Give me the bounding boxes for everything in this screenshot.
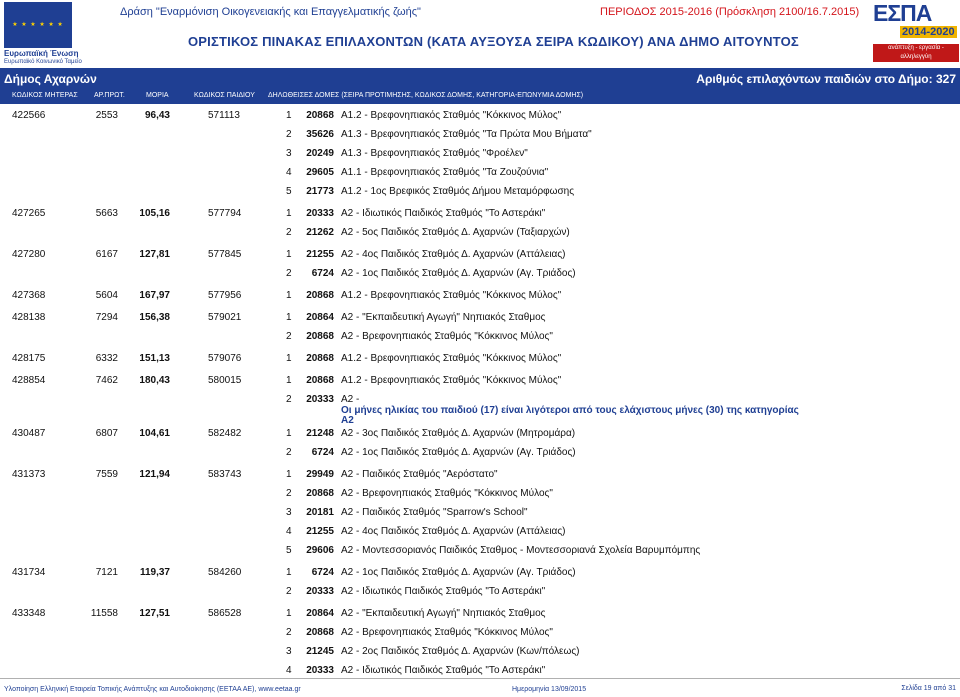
- child-code: 577956: [208, 290, 242, 301]
- child-code: 583743: [208, 469, 242, 480]
- child-code: 579076: [208, 353, 242, 364]
- preference-order: 1: [286, 608, 292, 619]
- unit-code: 20868: [306, 353, 334, 364]
- protocol-number: 7559: [95, 469, 118, 480]
- children-count: [696, 72, 956, 86]
- unit-name: Α1.2 - Βρεφονηπιακός Σταθμός "Κόκκινος Μύλος": [341, 375, 562, 386]
- unit-name: Α2 - Βρεφονηπιακός Σταθμός "Κόκκινος Μύλος": [341, 488, 553, 499]
- eu-sublabel: Ευρωπαϊκό Κοινωνικό Ταμείο: [4, 59, 82, 65]
- preference-order: 1: [286, 469, 292, 480]
- footer-agency: Υλοποίηση Ελληνική Εταιρεία Τοπικής Ανάπτυξης και Αυτοδιοίκησης (ΕΕΤΑΑ ΑΕ), www.eetaa.gr: [4, 686, 301, 693]
- unit-name: Α2 - "Εκπαιδευτική Αγωγή" Νηπιακός Σταθμος: [341, 312, 546, 323]
- preference-order: 1: [286, 375, 292, 386]
- col-child-code: ΚΩΔΙΚΟΣ ΠΑΙΔΙΟΥ: [194, 92, 255, 99]
- points: 127,51: [139, 608, 170, 619]
- espa-years-label: 2014-2020: [902, 26, 955, 38]
- preference-order: 1: [286, 290, 292, 301]
- page-number: Σελίδα 19 από 31: [901, 685, 956, 692]
- preference-order: 2: [286, 586, 292, 597]
- unit-code: 20333: [306, 394, 334, 405]
- unit-name: Α2 -: [341, 394, 360, 405]
- child-code: 586528: [208, 608, 242, 619]
- unit-code: 20249: [306, 148, 334, 159]
- unit-code: 20868: [306, 488, 334, 499]
- preference-order: 4: [286, 167, 292, 178]
- unit-name: Α2 - Ιδιωτικός Παιδικός Σταθμός "Το Αστεράκι": [341, 208, 546, 219]
- mother-code: 428175: [12, 353, 46, 364]
- unit-name: Α1.1 - Βρεφονηπιακός Σταθμός "Τα Ζουζούνια": [341, 167, 549, 178]
- preference-order: 2: [286, 627, 292, 638]
- protocol-number: 7121: [95, 567, 118, 578]
- unit-name: Α2 - 4ος Παιδικός Σταθμός Δ. Αχαρνών (Αττάλειας): [341, 526, 566, 537]
- preference-order: 5: [286, 545, 292, 556]
- mother-code: 422566: [12, 110, 46, 121]
- municipality-name: Δήμος Αχαρνών: [4, 72, 97, 86]
- unit-code: 20868: [306, 290, 334, 301]
- unit-code: 21773: [306, 186, 334, 197]
- children-count-value: 327: [935, 72, 956, 86]
- mother-code: 427265: [12, 208, 46, 219]
- unit-name: Α2 - Μοντεσσοριανός Παιδικός Σταθμος - Μοντεσσοριανά Σχολεία Βαρυμπόμπης: [341, 545, 701, 556]
- unit-code: 20868: [306, 627, 334, 638]
- page-title: ΟΡΙΣΤΙΚΟΣ ΠΙΝΑΚΑΣ ΕΠΙΛΑΧΟΝΤΩΝ (ΚΑΤΑ ΑΥΞΟΥΣΑ ΣΕΙΡΑ ΚΩΔΙΚΟΥ) ΑΝΑ ΔΗΜΟ ΑΙΤΟΥΝΤΟΣ: [188, 34, 799, 49]
- unit-name: Α2 - 1ος Παιδικός Σταθμός Δ. Αχαρνών (Αγ. Τριάδος): [341, 447, 576, 458]
- unit-name: Α1.2 - 1ος Βρεφικός Σταθμός Δήμου Μεταμόρφωσης: [341, 186, 575, 197]
- protocol-number: 11558: [90, 608, 118, 619]
- unit-code: 20864: [306, 608, 334, 619]
- unit-name: Α2 - 4ος Παιδικός Σταθμός Δ. Αχαρνών (Αττάλειας): [341, 249, 566, 260]
- unit-name: Α2 - 2ος Παιδικός Σταθμός Δ. Αχαρνών (Κων/πόλεως): [341, 646, 580, 657]
- child-code: 580015: [208, 375, 242, 386]
- points: 156,38: [139, 312, 170, 323]
- mother-code: 427368: [12, 290, 46, 301]
- preference-order: 1: [286, 353, 292, 364]
- preference-order: 4: [286, 665, 292, 676]
- unit-code: 21262: [306, 227, 334, 238]
- mother-code: 428854: [12, 375, 46, 386]
- preference-order: 2: [286, 129, 292, 140]
- preference-order: 3: [286, 148, 292, 159]
- period-title: ΠΕΡΙΟΔΟΣ 2015-2016 (Πρόσκληση 2100/16.7.2015): [600, 6, 860, 18]
- preference-order: 1: [286, 208, 292, 219]
- preference-order: 2: [286, 331, 292, 342]
- mother-code: 427280: [12, 249, 46, 260]
- unit-code: 21255: [306, 526, 334, 537]
- unit-code: 20868: [306, 331, 334, 342]
- unit-code: 20333: [306, 665, 334, 676]
- points: 96,43: [144, 110, 170, 121]
- unit-code: 35626: [306, 129, 334, 140]
- unit-code: 20868: [306, 375, 334, 386]
- unit-name: Α1.3 - Βρεφονηπιακός Σταθμός "Τα Πρώτα Μου Βήματα": [341, 129, 592, 140]
- espa-slogan: ανάπτυξη - εργασία - αλληλεγγύη: [873, 44, 959, 62]
- unit-name: Α2 - 5ος Παιδικός Σταθμός Δ. Αχαρνών (Ταξιαρχών): [341, 227, 570, 238]
- preference-order: 2: [286, 488, 292, 499]
- preference-order: 2: [286, 227, 292, 238]
- mother-code: 433348: [12, 608, 46, 619]
- mother-code: 428138: [12, 312, 46, 323]
- protocol-number: 6167: [95, 249, 118, 260]
- points: 119,37: [139, 567, 170, 578]
- unit-code: 21248: [306, 428, 334, 439]
- unit-code: 21245: [306, 646, 334, 657]
- points: 151,13: [139, 353, 170, 364]
- unit-code: 29606: [306, 545, 334, 556]
- child-code: 571113: [208, 110, 240, 121]
- protocol-number: 2553: [95, 110, 118, 121]
- child-code: 579021: [208, 312, 242, 323]
- unit-name: Α2 - Βρεφονηπιακός Σταθμός "Κόκκινος Μύλος": [341, 331, 553, 342]
- eu-label: Ευρωπαϊκή Ένωση Ευρωπαϊκό Κοινωνικό Ταμείο: [4, 49, 94, 67]
- unit-code: 20333: [306, 586, 334, 597]
- unit-code: 20181: [306, 507, 334, 518]
- preference-order: 1: [286, 312, 292, 323]
- unit-name: Α2 - 1ος Παιδικός Σταθμός Δ. Αχαρνών (Αγ. Τριάδος): [341, 567, 576, 578]
- unit-code: 21255: [306, 249, 334, 260]
- children-count-label: Αριθμός επιλαχόντων παιδιών στο Δήμο:: [696, 72, 933, 86]
- protocol-number: 5663: [95, 208, 118, 219]
- protocol-number: 7462: [95, 375, 118, 386]
- unit-name: Α1.2 - Βρεφονηπιακός Σταθμός "Κόκκινος Μύλος": [341, 353, 562, 364]
- unit-name: Α2 - 1ος Παιδικός Σταθμός Δ. Αχαρνών (Αγ. Τριάδος): [341, 268, 576, 279]
- eu-flag-logo: ★ ★ ★ ★ ★ ★: [4, 2, 72, 48]
- unit-name: Α1.3 - Βρεφονηπιακός Σταθμός "Φροέλεν": [341, 148, 528, 159]
- points: 127,81: [139, 249, 170, 260]
- preference-order: 1: [286, 428, 292, 439]
- points: 105,16: [139, 208, 170, 219]
- points: 104,61: [139, 428, 170, 439]
- unit-name: Α2 - 3ος Παιδικός Σταθμός Δ. Αχαρνών (Μητρομάρα): [341, 428, 576, 439]
- unit-code: 20864: [306, 312, 334, 323]
- preference-order: 4: [286, 526, 292, 537]
- unit-code: 20333: [306, 208, 334, 219]
- action-title: Δράση "Εναρμόνιση Οικογενειακής και Επαγγελματικής ζωής": [120, 6, 421, 18]
- footer-date: Ημερομηνία 13/09/2015: [512, 686, 587, 693]
- child-code: 577845: [208, 249, 242, 260]
- unit-name: Α1.2 - Βρεφονηπιακός Σταθμός "Κόκκινος Μύλος": [341, 110, 562, 121]
- child-code: 584260: [208, 567, 242, 578]
- points: 167,97: [139, 290, 170, 301]
- unit-code: 20868: [306, 110, 334, 121]
- preference-order: 2: [286, 394, 292, 405]
- preference-order: 2: [286, 268, 292, 279]
- preference-order: 3: [286, 507, 292, 518]
- child-code: 582482: [208, 428, 242, 439]
- preference-order: 1: [286, 567, 292, 578]
- protocol-number: 6332: [95, 353, 118, 364]
- protocol-number: 7294: [95, 312, 118, 323]
- points: 180,43: [139, 375, 170, 386]
- preference-order: 3: [286, 646, 292, 657]
- mother-code: 431373: [12, 469, 46, 480]
- protocol-number: 5604: [95, 290, 118, 301]
- preference-order: 1: [286, 249, 292, 260]
- col-declared-units: ΔΗΛΩΘΕΙΣΕΣ ΔΟΜΕΣ (ΣΕΙΡΑ ΠΡΟΤΙΜΗΣΗΣ, ΚΩΔΙΚΟΣ ΔΟΜΗΣ, ΚΑΤΗΓΟΡΙΑ-ΕΠΩΝΥΜΙΑ ΔΟΜΗΣ): [268, 92, 584, 99]
- unit-code: 6724: [311, 268, 334, 279]
- unit-name: Α2 - Παιδικός Σταθμός "Sparrow's School": [341, 507, 528, 518]
- footer-divider: [0, 678, 960, 679]
- preference-order: 1: [286, 110, 292, 121]
- col-points: ΜΟΡΙΑ: [146, 92, 169, 99]
- unit-name: Α2 - Ιδιωτικός Παιδικός Σταθμός "Το Αστεράκι": [341, 586, 546, 597]
- protocol-number: 6807: [95, 428, 118, 439]
- unit-name: Α2 - Παιδικός Σταθμός "Αερόστατο": [341, 469, 498, 480]
- unit-name: Α2 - Ιδιωτικός Παιδικός Σταθμός "Το Αστεράκι": [341, 665, 546, 676]
- col-protocol: ΑΡ.ΠΡΩΤ.: [94, 92, 125, 99]
- unit-code: 29949: [306, 469, 334, 480]
- eligibility-note: Οι μήνες ηλικίας του παιδιού (17) είναι λιγότεροι από τους ελάχιστους μήνες (30) της κατηγορίας: [341, 405, 799, 416]
- eligibility-note-category: Α2: [341, 415, 354, 426]
- unit-code: 29605: [306, 167, 334, 178]
- unit-name: Α1.2 - Βρεφονηπιακός Σταθμός "Κόκκινος Μύλος": [341, 290, 562, 301]
- unit-name: Α2 - Βρεφονηπιακός Σταθμός "Κόκκινος Μύλος": [341, 627, 553, 638]
- mother-code: 431734: [12, 567, 46, 578]
- preference-order: 2: [286, 447, 292, 458]
- unit-name: Α2 - "Εκπαιδευτική Αγωγή" Νηπιακός Σταθμος: [341, 608, 546, 619]
- espa-logo: ΕΣΠΑ: [873, 0, 932, 26]
- points: 121,94: [139, 469, 170, 480]
- unit-code: 6724: [311, 447, 334, 458]
- preference-order: 5: [286, 186, 292, 197]
- unit-code: 6724: [311, 567, 334, 578]
- col-mother-code: ΚΩΔΙΚΟΣ ΜΗΤΕΡΑΣ: [12, 92, 78, 99]
- child-code: 577794: [208, 208, 242, 219]
- mother-code: 430487: [12, 428, 46, 439]
